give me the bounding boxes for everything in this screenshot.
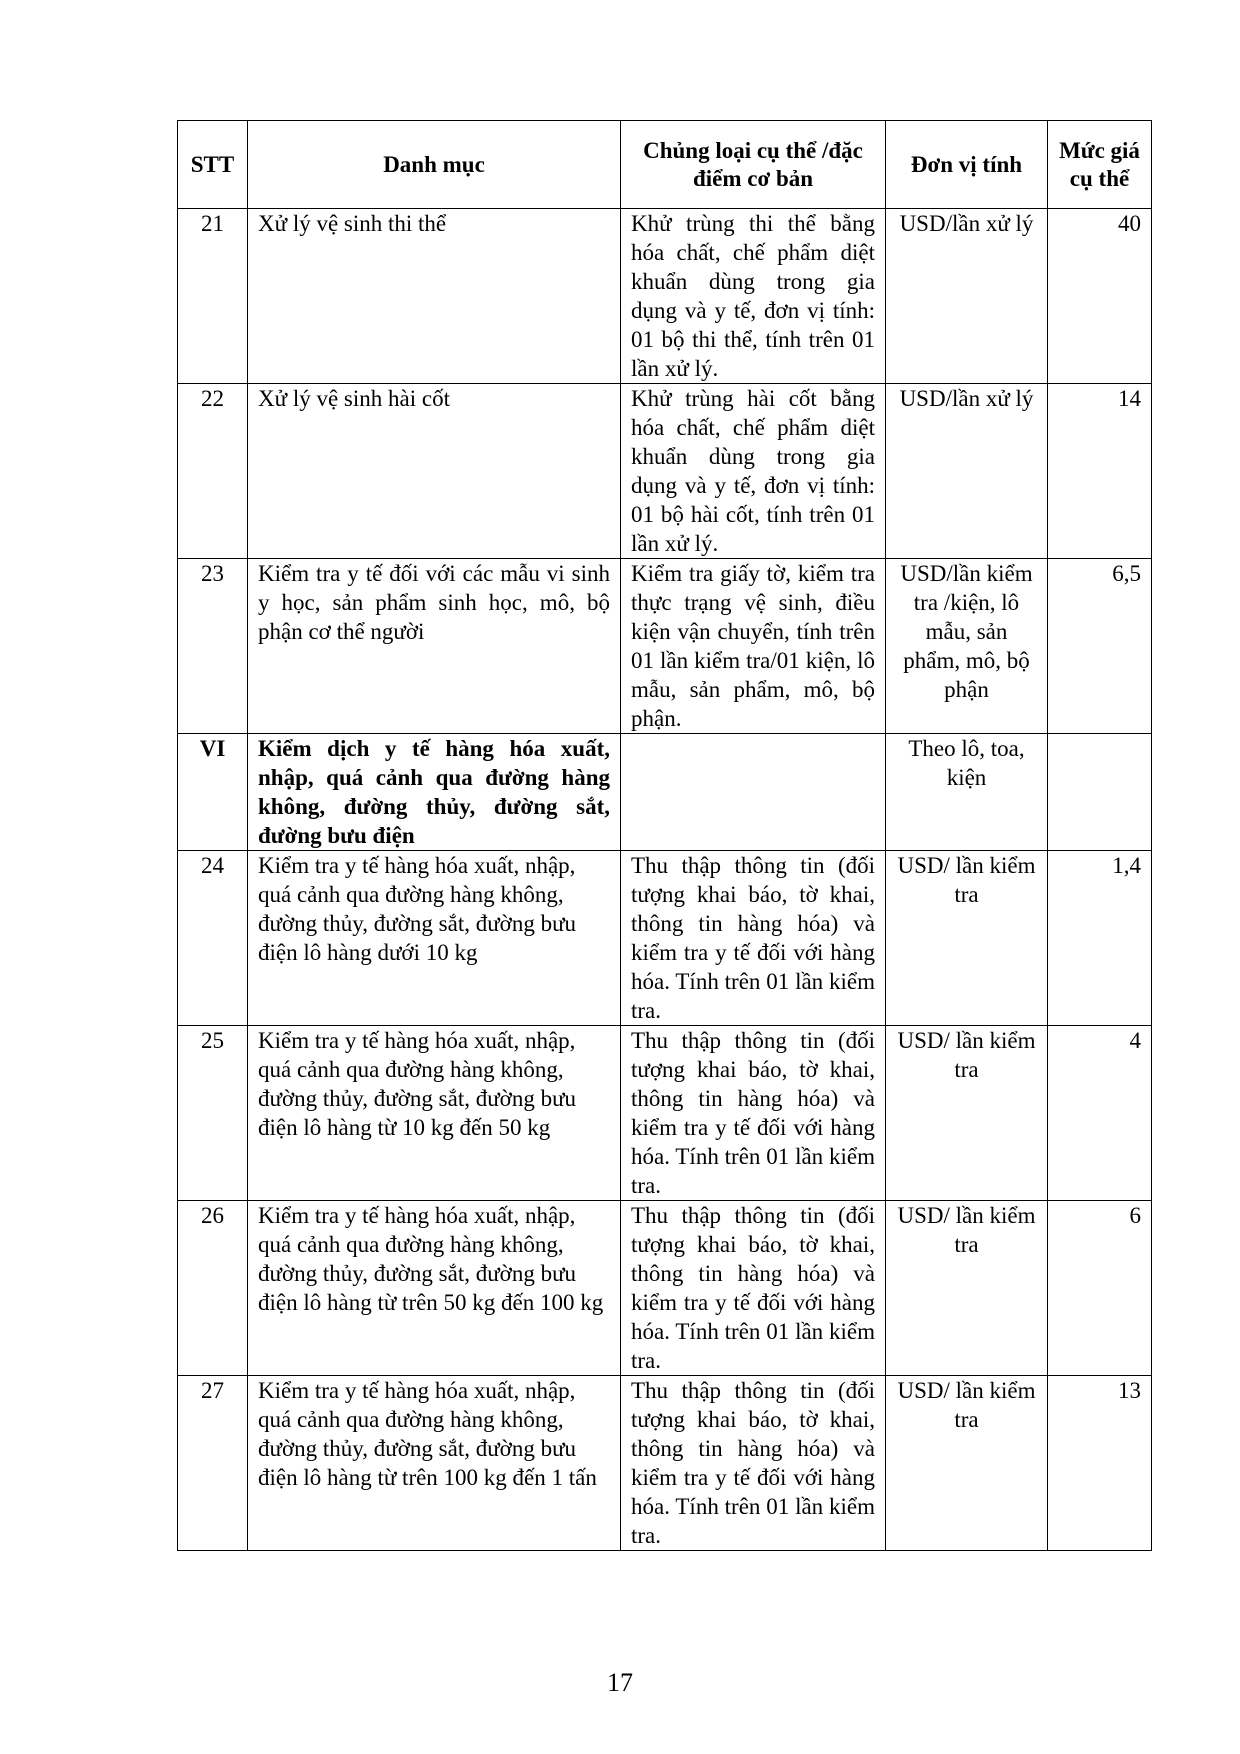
row-unit: Theo lô, toa, kiện — [886, 734, 1048, 851]
header-type: Chủng loại cụ thể /đặc điểm cơ bản — [621, 121, 886, 209]
row-price: 13 — [1048, 1376, 1152, 1551]
row-stt: 25 — [178, 1026, 248, 1201]
row-stt: 22 — [178, 384, 248, 559]
header-unit: Đơn vị tính — [886, 121, 1048, 209]
row-price — [1048, 734, 1152, 851]
row-unit: USD/lần kiểm tra /kiện, lô mẫu, sản phẩm, mô, bộ phận — [886, 559, 1048, 734]
header-category: Danh mục — [248, 121, 621, 209]
row-price: 6,5 — [1048, 559, 1152, 734]
section-row — [178, 734, 1152, 851]
row-unit: USD/ lần kiểm tra — [886, 1026, 1048, 1201]
row-price: 4 — [1048, 1026, 1152, 1201]
table-row — [178, 851, 1152, 1026]
row-unit: USD/ lần kiểm tra — [886, 851, 1048, 1026]
row-category: Kiểm tra y tế hàng hóa xuất, nhập, quá cảnh qua đường hàng không, đường thủy, đường sắt, đường bưu điện lô hàng từ trên 50 kg đến 100 kg — [248, 1201, 621, 1376]
row-category: Kiểm tra y tế hàng hóa xuất, nhập, quá cảnh qua đường hàng không, đường thủy, đường sắt, đường bưu điện lô hàng dưới 10 kg — [248, 851, 621, 1026]
row-stt: 26 — [178, 1201, 248, 1376]
row-stt: 23 — [178, 559, 248, 734]
row-type: Khử trùng hài cốt bằng hóa chất, chế phẩm diệt khuẩn dùng trong gia dụng và y tế, đơn vị tính: 01 bộ hài cốt, tính trên 01 lần xử lý. — [621, 384, 886, 559]
row-unit: USD/ lần kiểm tra — [886, 1201, 1048, 1376]
row-price: 40 — [1048, 209, 1152, 384]
table-row — [178, 1201, 1152, 1376]
row-unit: USD/ lần kiểm tra — [886, 1376, 1048, 1551]
row-unit: USD/lần xử lý — [886, 384, 1048, 559]
row-category: Kiểm tra y tế đối với các mẫu vi sinh y học, sản phẩm sinh học, mô, bộ phận cơ thể người — [248, 559, 621, 734]
row-category: Kiểm tra y tế hàng hóa xuất, nhập, quá cảnh qua đường hàng không, đường thủy, đường sắt, đường bưu điện lô hàng từ trên 100 kg đến 1 tấn — [248, 1376, 621, 1551]
row-category: Kiểm tra y tế hàng hóa xuất, nhập, quá cảnh qua đường hàng không, đường thủy, đường sắt, đường bưu điện lô hàng từ 10 kg đến 50 kg — [248, 1026, 621, 1201]
row-stt: 21 — [178, 209, 248, 384]
table-row — [178, 209, 1152, 384]
table-row — [178, 559, 1152, 734]
row-type: Thu thập thông tin (đối tượng khai báo, tờ khai, thông tin hàng hóa) và kiểm tra y tế đối với hàng hóa. Tính trên 01 lần kiểm tra. — [621, 1201, 886, 1376]
row-type: Khử trùng thi thể bằng hóa chất, chế phẩm diệt khuẩn dùng trong gia dụng và y tế, đơn vị tính: 01 bộ thi thể, tính trên 01 lần xử lý. — [621, 209, 886, 384]
section-number: VI — [178, 734, 248, 851]
header-stt: STT — [178, 121, 248, 209]
page-number: 17 — [607, 1668, 633, 1697]
table-header-row — [178, 121, 1152, 209]
table-row — [178, 1376, 1152, 1551]
row-category: Xử lý vệ sinh thi thể — [248, 209, 621, 384]
table-row — [178, 384, 1152, 559]
row-stt: 24 — [178, 851, 248, 1026]
row-price: 14 — [1048, 384, 1152, 559]
row-type: Thu thập thông tin (đối tượng khai báo, tờ khai, thông tin hàng hóa) và kiểm tra y tế đối với hàng hóa. Tính trên 01 lần kiểm tra. — [621, 851, 886, 1026]
header-price: Mức giá cụ thể — [1048, 121, 1152, 209]
section-title: Kiểm dịch y tế hàng hóa xuất, nhập, quá cảnh qua đường hàng không, đường thủy, đường sắt, đường bưu điện — [248, 734, 621, 851]
row-type: Thu thập thông tin (đối tượng khai báo, tờ khai, thông tin hàng hóa) và kiểm tra y tế đối với hàng hóa. Tính trên 01 lần kiểm tra. — [621, 1026, 886, 1201]
row-type — [621, 734, 886, 851]
row-type: Thu thập thông tin (đối tượng khai báo, tờ khai, thông tin hàng hóa) và kiểm tra y tế đối với hàng hóa. Tính trên 01 lần kiểm tra. — [621, 1376, 886, 1551]
price-table — [177, 120, 1152, 1551]
row-type: Kiểm tra giấy tờ, kiểm tra thực trạng vệ sinh, điều kiện vận chuyển, tính trên 01 lần kiểm tra/01 kiện, lô mẫu, sản phẩm, mô, bộ phận. — [621, 559, 886, 734]
row-price: 6 — [1048, 1201, 1152, 1376]
row-stt: 27 — [178, 1376, 248, 1551]
row-price: 1,4 — [1048, 851, 1152, 1026]
row-unit: USD/lần xử lý — [886, 209, 1048, 384]
table-row — [178, 1026, 1152, 1201]
row-category: Xử lý vệ sinh hài cốt — [248, 384, 621, 559]
